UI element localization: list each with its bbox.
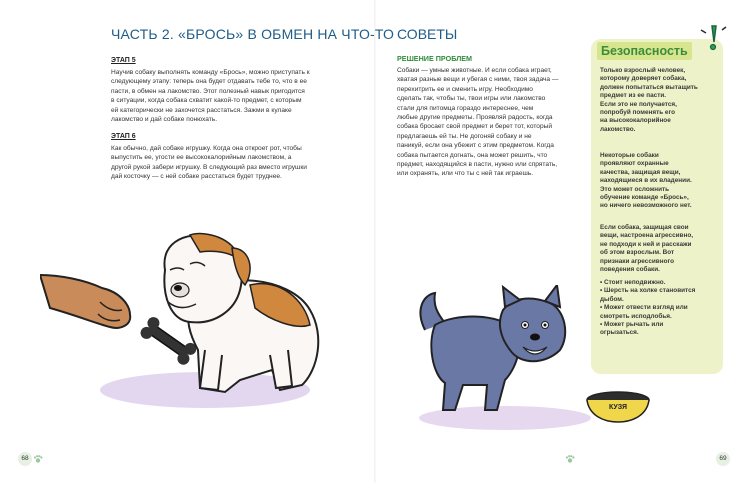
- bowl-label: КУЗЯ: [608, 404, 628, 411]
- list-item: • Может отвести взгляд или: [600, 304, 688, 312]
- paw-icon: [33, 454, 43, 464]
- tips-text: Собаки — умные животные. И если собака играет, хватая разные вещи и убегая с ними, твоя задача — перехитрить ее и сменить игру. Необходимо сделать так, чтобы ты, твои игры или лакомство стали для питомца гораздо интереснее, чем любые другие предметы. Проявляй радость, когда собака бросает свой предмет и берет тот, который предлагаешь ей ты. Не догоняй собаку и не паникуй, если она убежит с этим предметом. Когда собака пытается догнать, она может решить, что предмет, находящийся в пасти, нужно или спрятать, или охранять, или что ты с ней так играешь.: [397, 67, 559, 178]
- bulldog-illustration: [40, 230, 350, 415]
- step-5-label: ЭТАП 5: [111, 57, 136, 64]
- page-number-left: 68: [18, 452, 32, 466]
- list-item: смотреть исподлобья.: [600, 312, 672, 320]
- chapter-title: ЧАСТЬ 2. «БРОСЬ» В ОБМЕН НА ЧТО-ТО: [111, 26, 395, 42]
- list-item: • Шерсть на холке становится: [600, 287, 696, 295]
- list-item: дыбом.: [600, 295, 624, 303]
- list-item: • Может рычать или: [600, 321, 664, 329]
- subsection-title: РЕШЕНИЕ ПРОБЛЕМ: [397, 54, 473, 63]
- safety-block-2: Некоторые собаки проявляют охранные качества, защищая вещи, находящиеся в их владении. Это может осложнить обучение команде «Брось», но ничего невозможного нет.: [600, 152, 692, 210]
- list-item: огрызаться.: [600, 329, 639, 337]
- exclamation-icon: [698, 22, 728, 52]
- paw-icon: [565, 454, 575, 464]
- step-6-text: Как обычно, дай собаке игрушку. Когда она откроет рот, чтобы выпустить ее, угости ее высококалорийным лакомством, а другой рукой забери игрушку. В следующий раз вместо игрушки дай косточку — с ней собаке расстаться будет труднее.: [111, 145, 307, 181]
- step-5-text: Научив собаку выполнять команду «Брось», можно приступать к следующему этапу: теперь она будет отдавать тебе то, что в ее пасти, в обмен на лакомство. Этот полезный навык пригодится в ситуации, когда собака схватит какой-то предмет, с которым ей категорически не захочется расстаться. Зажми в кулаке лакомство и дай собаке понюхать.: [111, 69, 310, 124]
- grey-dog-illustration: [405, 285, 595, 435]
- safety-block-3: Если собака, защищая свои вещи, настроена агрессивно, не подходи к ней и расскажи об этом взрослым. Вот признаки агрессивного поведения собаки.: [600, 224, 694, 274]
- page-number-right: 69: [716, 452, 730, 466]
- safety-panel-title: Безопасность: [597, 42, 692, 60]
- aggression-signs-list: [600, 279, 718, 338]
- section-title: СОВЕТЫ: [397, 26, 458, 42]
- safety-block-1: Только взрослый человек, которому доверяет собака, должен попытаться вытащить предмет из ее пасти. Если это не получается, попробуй поменять его на высококалорийное лакомство.: [600, 67, 698, 133]
- step-6-label: ЭТАП 6: [111, 133, 136, 140]
- page-gutter: [374, 0, 376, 483]
- list-item: • Стоит неподвижно.: [600, 279, 666, 286]
